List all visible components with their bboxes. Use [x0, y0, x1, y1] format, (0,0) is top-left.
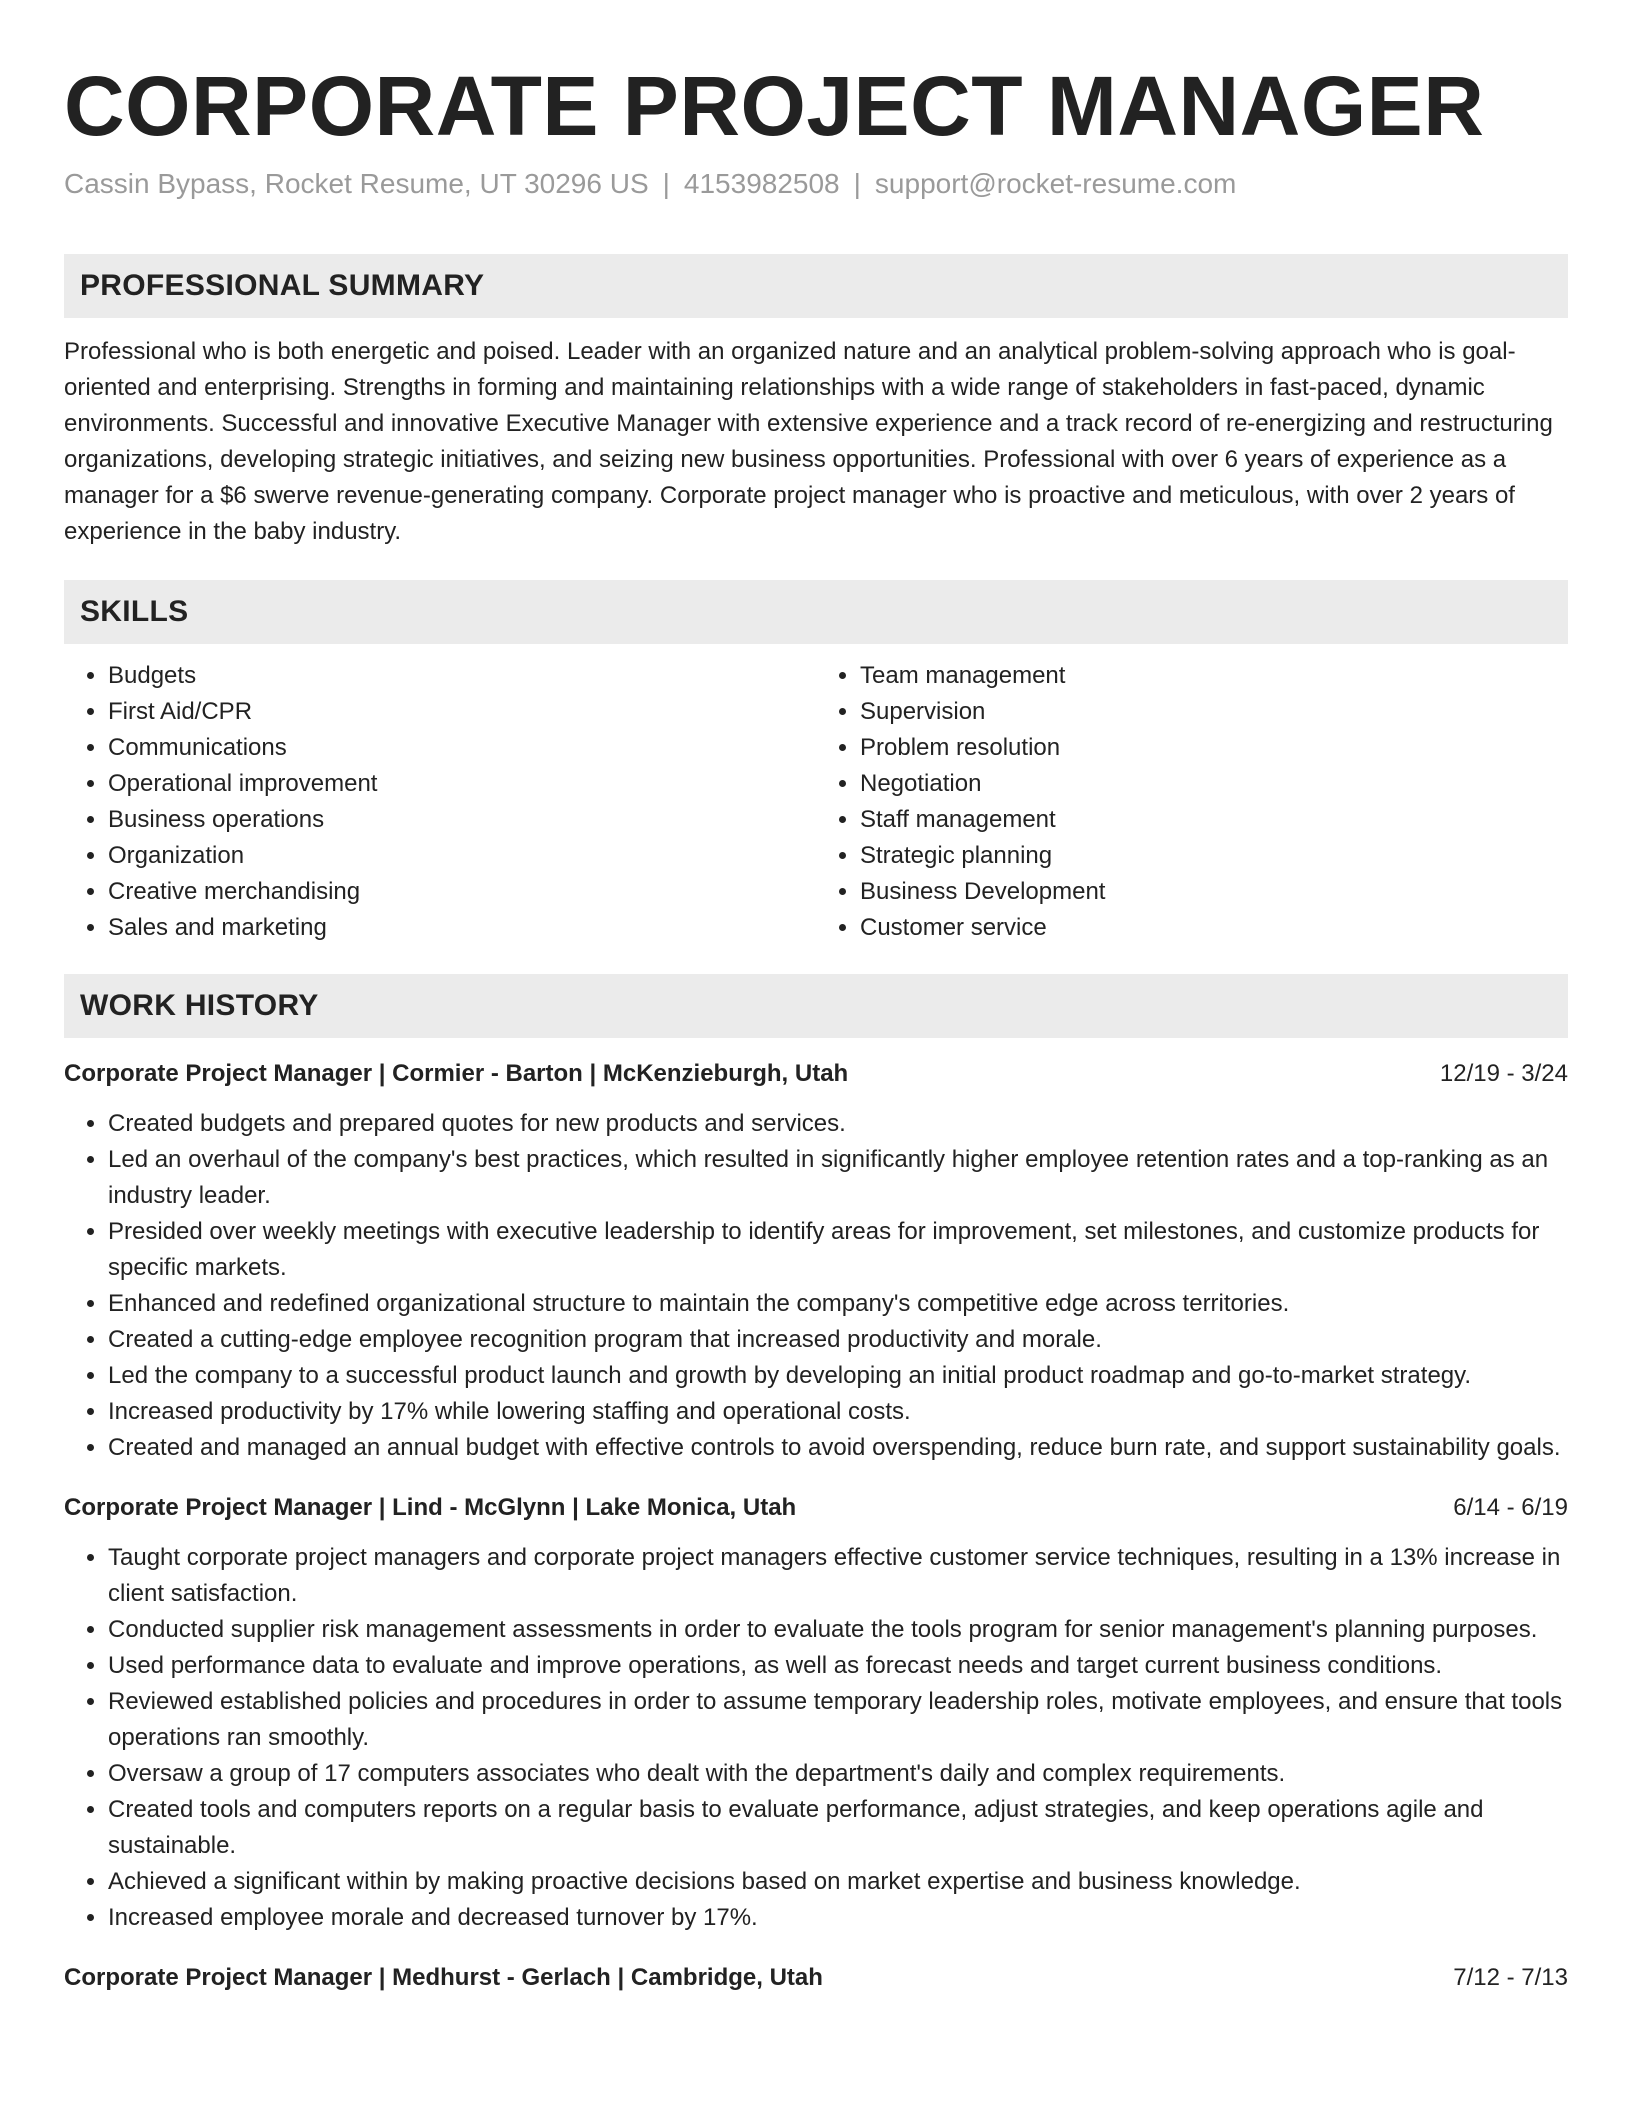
skill-item: • Organization — [108, 838, 816, 874]
job-bullet: • Increased productivity by 17% while lowering staffing and operational costs. — [108, 1394, 1568, 1430]
work-history-list — [64, 1056, 1568, 1996]
summary-text: Professional who is both energetic and poised. Leader with an organized nature and an analytical problem-solving approach who is goal-oriented and enterprising. Strengths in forming and maintaining relationships with a wide range of stakeholders in fast-paced, dynamic environments. Successful and innovative Executive Manager with extensive experience and a track record of re-energizing and restructuring organizations, developing strategic initiatives, and seizing new business opportunities. Professional with over 6 years of experience as a manager for a $6 swerve revenue-generating company. Corporate project manager who is proactive and meticulous, with over 2 years of experience in the baby industry. — [64, 338, 1553, 545]
skill-item: • Communications — [108, 730, 816, 766]
job-bullet: • Created tools and computers reports on a regular basis to evaluate performance, adjust strategies, and keep operations agile and sustainable. — [108, 1792, 1568, 1864]
skill-item: • Business operations — [108, 802, 816, 838]
skill-item: • Operational improvement — [108, 766, 816, 802]
section-heading-summary: PROFESSIONAL SUMMARY — [64, 254, 1568, 318]
skill-item: • Staff management — [860, 802, 1568, 838]
job-bullet: • Led the company to a successful product launch and growth by developing an initial product roadmap and go-to-market strategy. — [108, 1358, 1568, 1394]
job-bullet: • Created and managed an annual budget with effective controls to avoid overspending, reduce burn rate, and support sustainability goals. — [108, 1430, 1568, 1466]
skills-grid — [64, 658, 1568, 946]
job-header — [64, 1056, 1568, 1092]
job-title: Corporate Project Manager | Cormier - Barton | McKenzieburgh, Utah — [64, 1060, 849, 1087]
job-bullets — [64, 1106, 1568, 1466]
job-bullet: • Taught corporate project managers and corporate project managers effective customer service techniques, resulting in a 13% increase in client satisfaction. — [108, 1540, 1568, 1612]
job-title: Corporate Project Manager | Lind - McGlynn | Lake Monica, Utah — [64, 1494, 797, 1521]
job-bullet: • Created a cutting-edge employee recognition program that increased productivity and morale. — [108, 1322, 1568, 1358]
skills-column-left — [64, 658, 816, 946]
section-heading-skills: SKILLS — [64, 580, 1568, 644]
section-heading-work-history: WORK HISTORY — [64, 974, 1568, 1038]
job-header — [64, 1960, 1568, 1996]
skill-item: • Team management — [860, 658, 1568, 694]
job-bullet: • Created budgets and prepared quotes for new products and services. — [108, 1106, 1568, 1142]
skill-item: • Negotiation — [860, 766, 1568, 802]
job-dates: 6/14 - 6/19 — [1453, 1494, 1568, 1521]
job-bullet: • Increased employee morale and decreased turnover by 17%. — [108, 1900, 1568, 1936]
job-entry — [64, 1490, 1568, 1936]
skills-column-right — [816, 658, 1568, 946]
skill-item: • Problem resolution — [860, 730, 1568, 766]
candidate-title: CORPORATE PROJECT MANAGER — [64, 59, 1485, 153]
skill-item: • Budgets — [108, 658, 816, 694]
job-bullet: • Conducted supplier risk management assessments in order to evaluate the tools program for senior management's planning purposes. — [108, 1612, 1568, 1648]
skill-item: • Strategic planning — [860, 838, 1568, 874]
contact-separator: | — [662, 168, 670, 199]
job-bullet: • Oversaw a group of 17 computers associates who dealt with the department's daily and complex requirements. — [108, 1756, 1568, 1792]
skill-item: • First Aid/CPR — [108, 694, 816, 730]
contact-line — [64, 164, 1568, 204]
contact-phone: 4153982508 — [683, 168, 840, 199]
job-bullets — [64, 1540, 1568, 1936]
skill-item: • Business Development — [860, 874, 1568, 910]
job-title: Corporate Project Manager | Medhurst - Gerlach | Cambridge, Utah — [64, 1964, 823, 1991]
job-header — [64, 1490, 1568, 1526]
contact-email: support@rocket-resume.com — [874, 168, 1237, 199]
contact-separator: | — [853, 168, 861, 199]
job-bullet: • Reviewed established policies and procedures in order to assume temporary leadership roles, motivate employees, and ensure that tools operations ran smoothly. — [108, 1684, 1568, 1756]
job-dates: 12/19 - 3/24 — [1439, 1060, 1568, 1087]
skill-item: • Sales and marketing — [108, 910, 816, 946]
skill-item: • Supervision — [860, 694, 1568, 730]
contact-address: Cassin Bypass, Rocket Resume, UT 30296 US — [64, 168, 649, 199]
job-bullet: • Achieved a significant within by making proactive decisions based on market expertise and business knowledge. — [108, 1864, 1568, 1900]
job-entry — [64, 1056, 1568, 1466]
skill-item: • Creative merchandising — [108, 874, 816, 910]
skill-item: • Customer service — [860, 910, 1568, 946]
job-bullet: • Presided over weekly meetings with executive leadership to identify areas for improvement, set milestones, and customize products for specific markets. — [108, 1214, 1568, 1286]
job-bullet: • Led an overhaul of the company's best practices, which resulted in significantly higher employee retention rates and a top-ranking as an industry leader. — [108, 1142, 1568, 1214]
job-entry — [64, 1960, 1568, 1996]
job-bullet: • Enhanced and redefined organizational structure to maintain the company's competitive edge across territories. — [108, 1286, 1568, 1322]
job-bullet: • Used performance data to evaluate and improve operations, as well as forecast needs and target current business conditions. — [108, 1648, 1568, 1684]
job-dates: 7/12 - 7/13 — [1453, 1964, 1568, 1991]
